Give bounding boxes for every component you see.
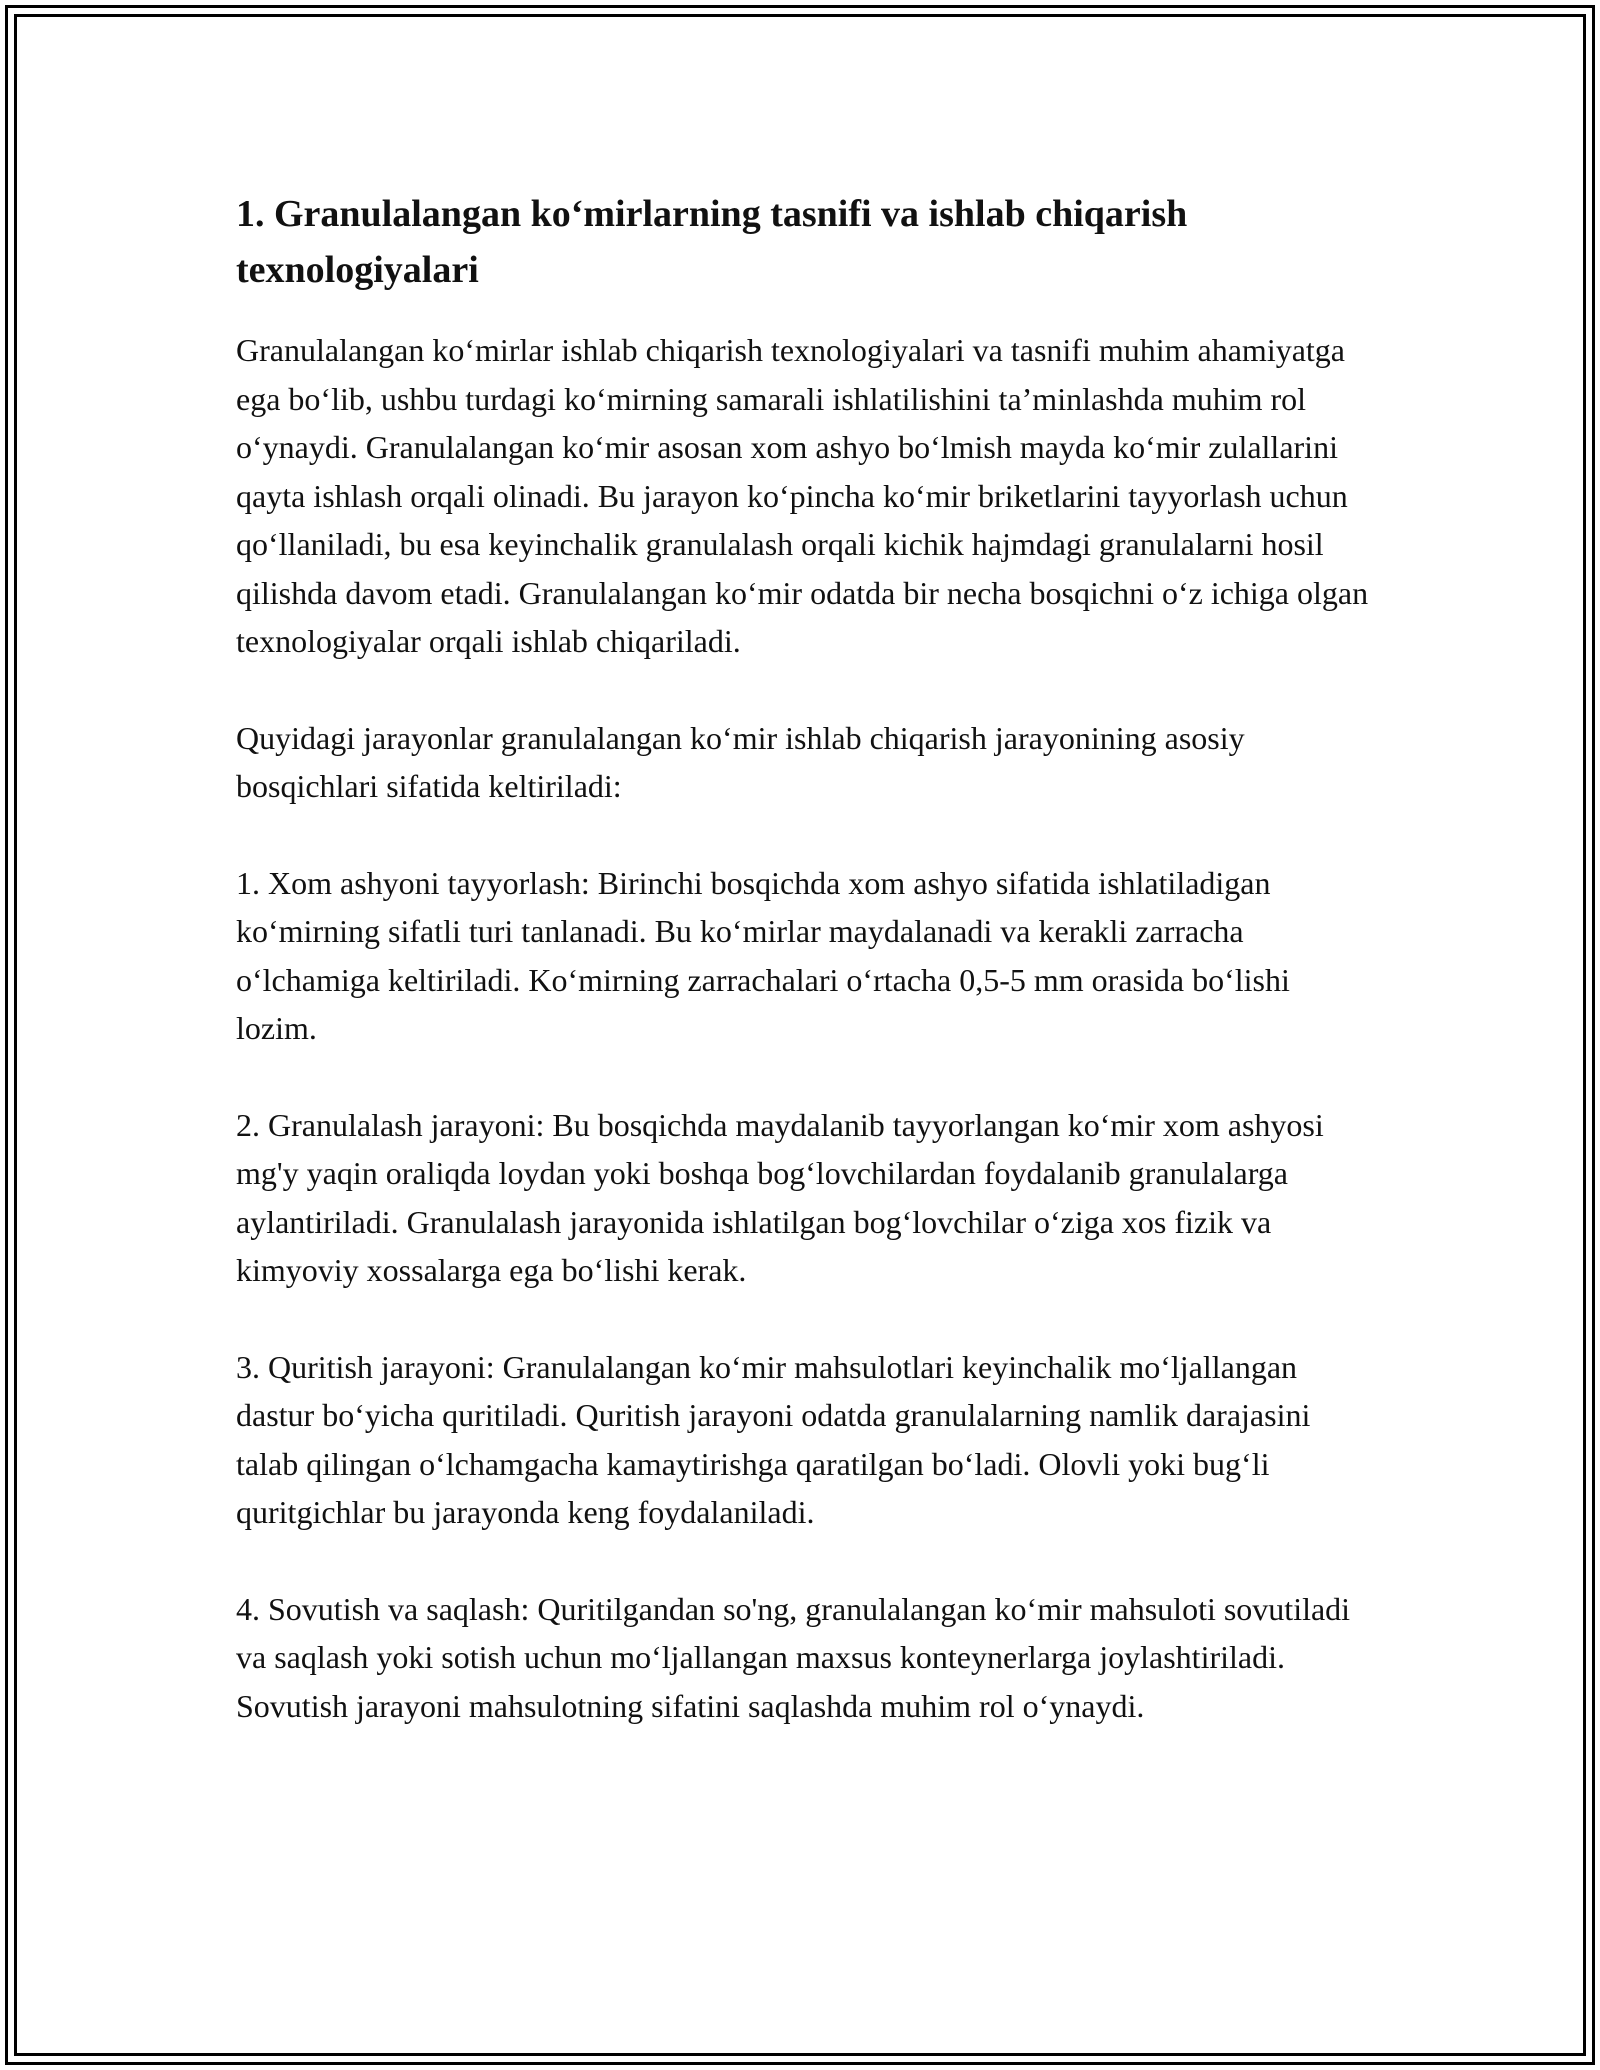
stage-drying-paragraph: 3. Quritish jarayoni: Granulalangan ko‘mir mahsulotlari keyinchalik mo‘ljallangan dastur bo‘yicha quritiladi. Quritish jarayoni odatda granulalarning namlik darajasini talab qilingan o‘lchamgacha kamaytirishga qaratilgan bo‘ladi. Olovli yoki bug‘li quritgichlar bu jarayonda keng foydalaniladi. bbox=[236, 1348, 1311, 1530]
document-body bbox=[236, 186, 1376, 1730]
section-heading: 1. Granulalangan ko‘mirlarning tasnifi va ishlab chiqarish texnologiyalari bbox=[236, 193, 1188, 291]
intro-paragraph: Granulalangan ko‘mirlar ishlab chiqarish texnologiyalari va tasnifi muhim ahamiyatga ega bo‘lib, ushbu turdagi ko‘mirning samarali ishlatilishini ta’minlashda muhim rol o‘ynaydi. Granulalangan ko‘mir asosan xom ashyo bo‘lmish mayda ko‘mir zulallarini qayta ishlash orqali olinadi. Bu jarayon ko‘pincha ko‘mir briketlarini tayyorlash uchun qo‘llaniladi, bu esa keyinchalik granulalash orqali kichik hajmdagi granulalarni hosil qilishda davom etadi. Granulalangan ko‘mir odatda bir necha bosqichni o‘z ichiga olgan texnologiyalar orqali ishlab chiqariladi. bbox=[236, 332, 1369, 659]
stages-intro-paragraph: Quyidagi jarayonlar granulalangan ko‘mir ishlab chiqarish jarayonining asosiy bosqichlari sifatida keltiriladi: bbox=[236, 719, 1245, 804]
stage-raw-material-paragraph: 1. Xom ashyoni tayyorlash: Birinchi bosqichda xom ashyo sifatida ishlatiladigan ko‘mirning sifatli turi tanlanadi. Bu ko‘mirlar maydalanadi va kerakli zarracha o‘lchamiga keltiriladi. Ko‘mirning zarrachalari o‘rtacha 0,5-5 mm orasida bo‘lishi lozim. bbox=[236, 864, 1290, 1046]
stage-cooling-storage-paragraph: 4. Sovutish va saqlash: Quritilgandan so'ng, granulalangan ko‘mir mahsuloti sovutiladi va saqlash yoki sotish uchun mo‘ljallangan maxsus konteynerlarga joylashtiriladi. Sovutish jarayoni mahsulotning sifatini saqlashda muhim rol o‘ynaydi. bbox=[236, 1590, 1351, 1724]
stage-granulation-paragraph: 2. Granulalash jarayoni: Bu bosqichda maydalanib tayyorlangan ko‘mir xom ashyosi mg'y yaqin oraliqda loydan yoki boshqa bog‘lovchilardan foydalanib granulalarga aylantiriladi. Granulalash jarayonida ishlatilgan bog‘lovchilar o‘ziga xos fizik va kimyoviy xossalarga ega bo‘lishi kerak. bbox=[236, 1106, 1324, 1288]
